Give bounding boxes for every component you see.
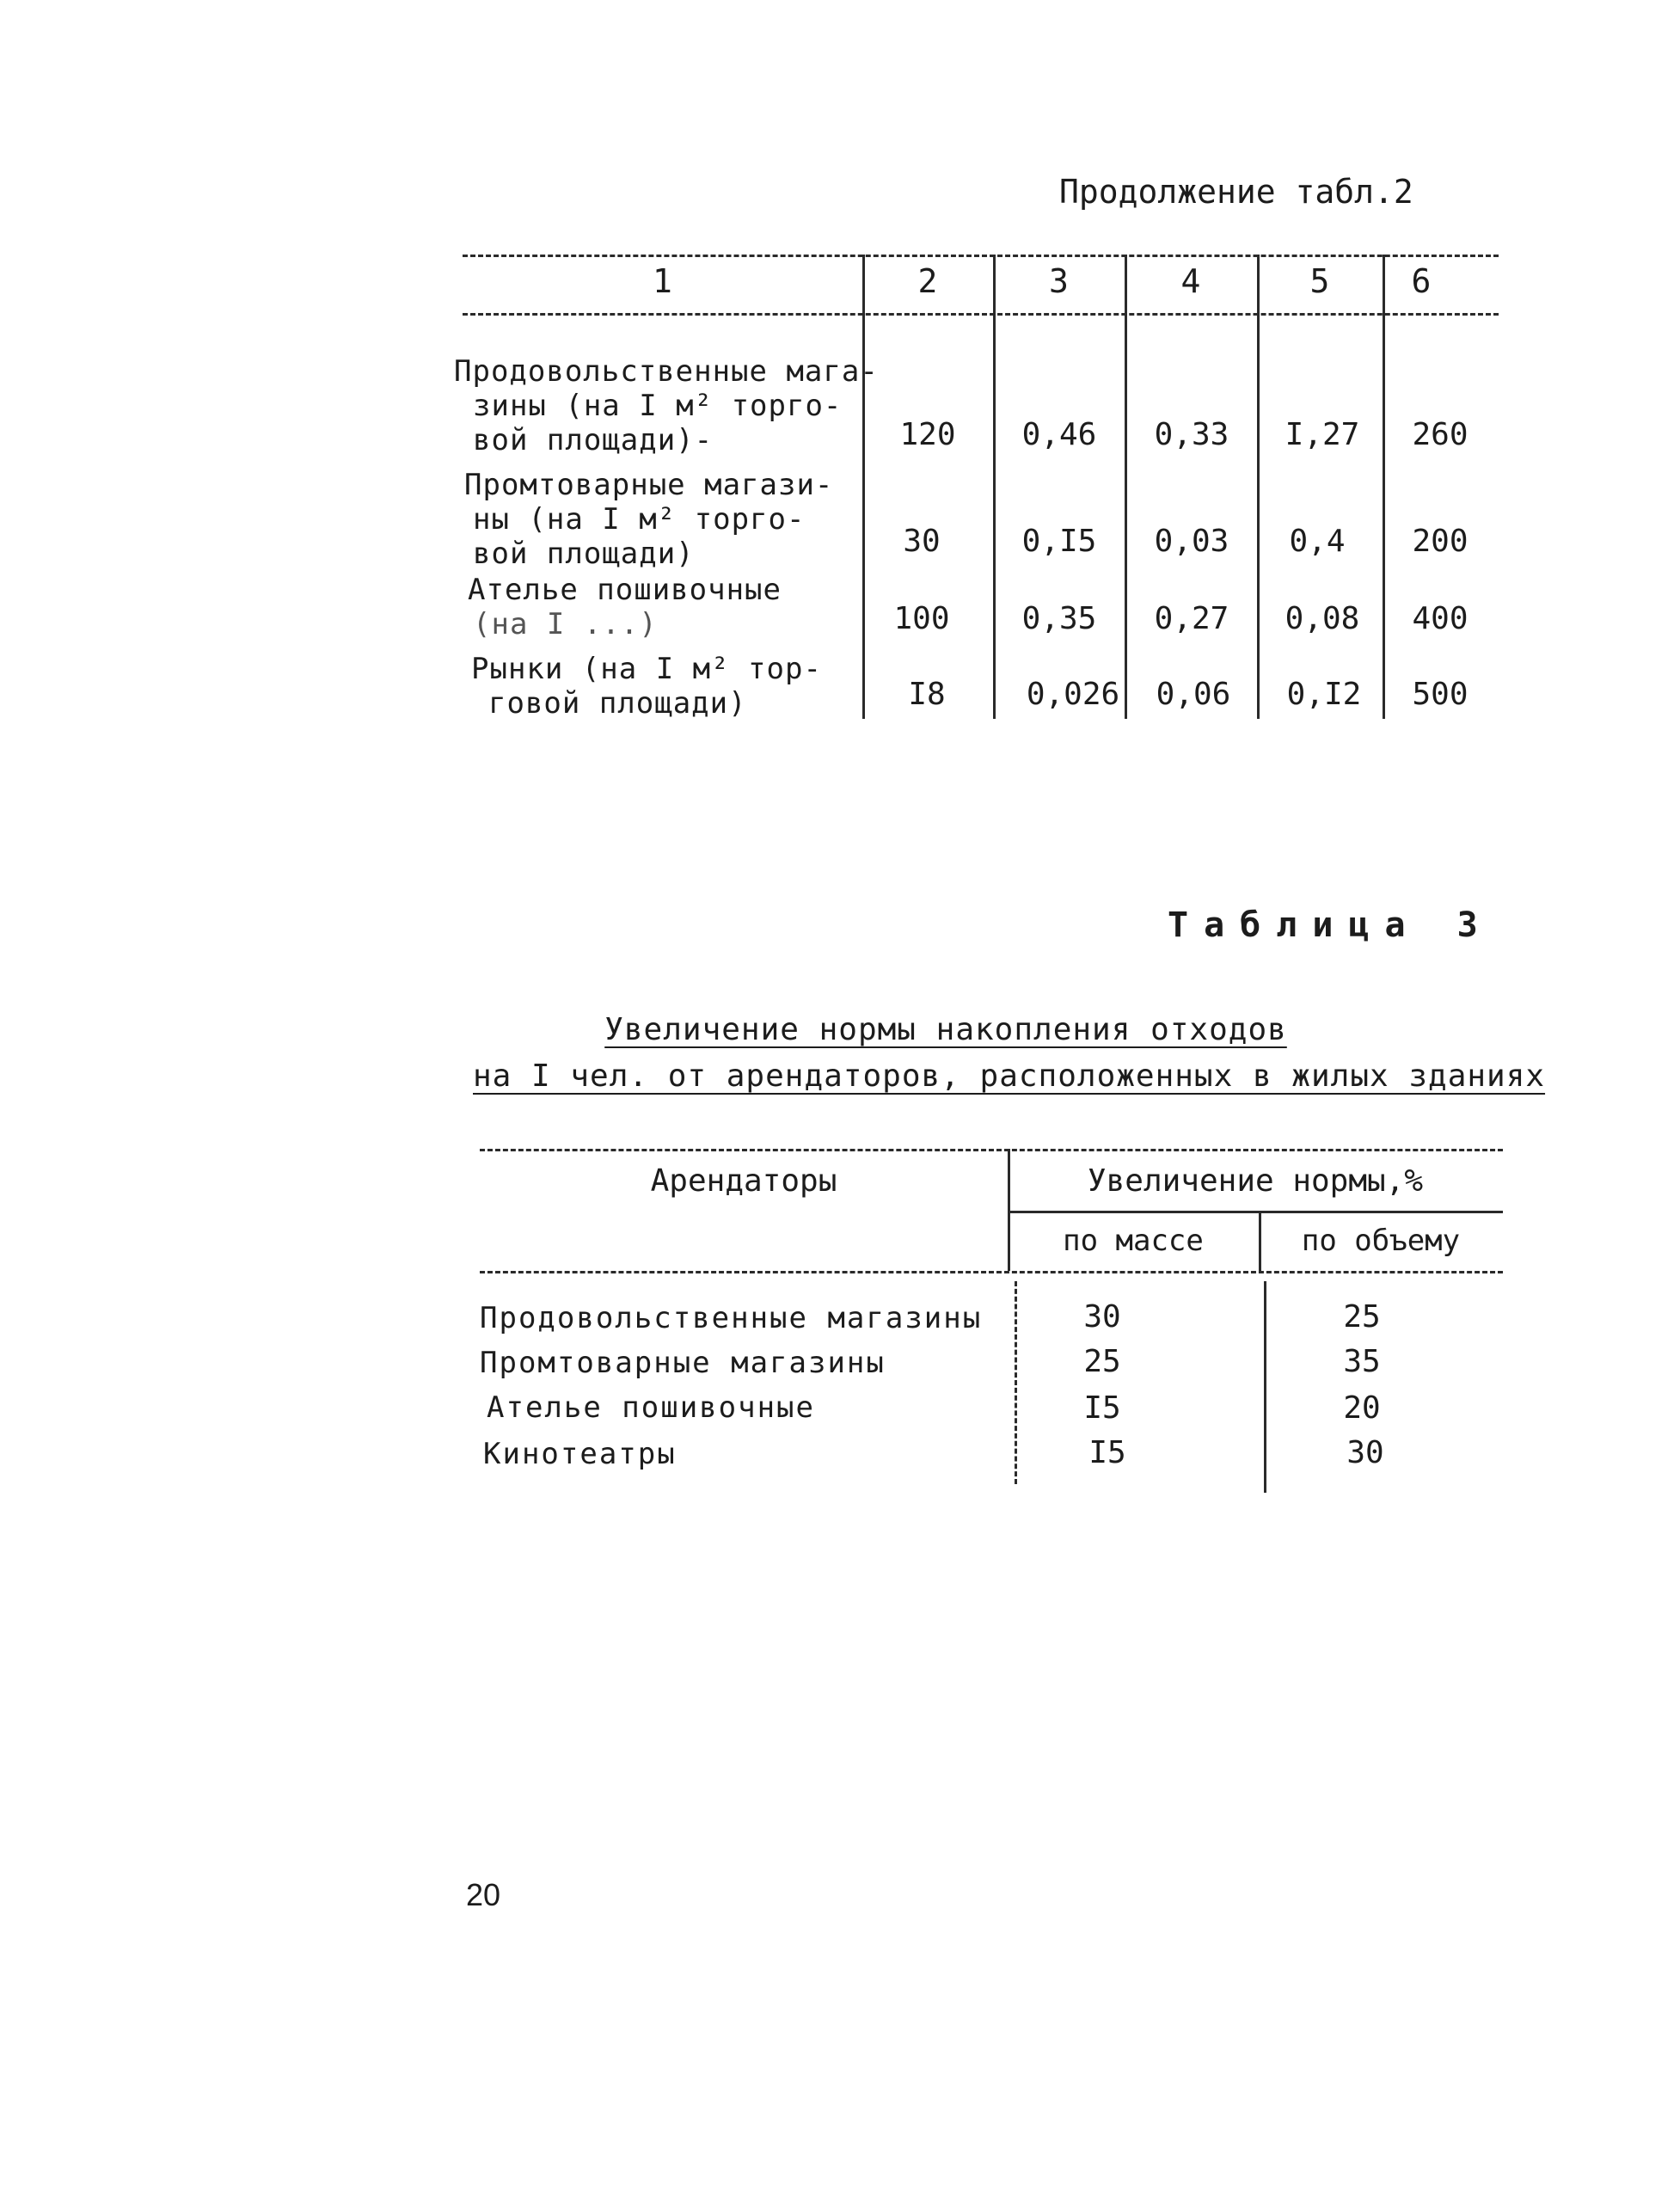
table-cell: 0,4 xyxy=(1289,524,1346,559)
row-label-line: Промтоварные магази- xyxy=(464,468,834,502)
table-cell: 200 xyxy=(1412,524,1468,559)
table3-title-line-2: на I чел. от арендаторов, расположенных в жилых зданиях xyxy=(473,1058,1546,1094)
table2-header-cell: 5 xyxy=(1309,262,1330,300)
table3-top-rule xyxy=(480,1149,1503,1151)
row-label-line: Рынки (на I м² тор- xyxy=(471,652,822,686)
table-cell: 0,27 xyxy=(1154,601,1229,636)
column-header-mass: по массе xyxy=(1063,1224,1204,1258)
table-cell: 35 xyxy=(1343,1344,1381,1379)
row-label-line: вой площади)- xyxy=(473,423,714,457)
table3-col-divider xyxy=(1015,1281,1017,1484)
row-label-line: говой площади) xyxy=(488,686,747,721)
table-cell: 0,35 xyxy=(1021,601,1097,636)
table-cell: 25 xyxy=(1083,1344,1121,1379)
table3-row-name: Ателье пошивочные xyxy=(487,1390,815,1425)
row-label-line: зины (на I м² торго- xyxy=(473,389,843,423)
table3-header-rule xyxy=(480,1271,1503,1273)
table-cell: I5 xyxy=(1088,1435,1126,1470)
table-cell: 400 xyxy=(1412,601,1468,636)
table2-col-divider xyxy=(993,255,996,719)
page-number: 20 xyxy=(466,1877,501,1912)
row-label-line: вой площади) xyxy=(473,537,695,571)
table2-col-divider xyxy=(1125,255,1127,719)
table2-top-rule xyxy=(463,255,1499,257)
table-cell: I,27 xyxy=(1285,417,1360,452)
table-row xyxy=(471,652,822,721)
table3-row-name: Продовольственные магазины xyxy=(480,1301,983,1335)
table2-col-divider xyxy=(1257,255,1260,719)
table-row xyxy=(454,354,879,457)
table-cell: 0,08 xyxy=(1285,601,1360,636)
table-cell: 260 xyxy=(1412,417,1468,452)
table2-header-rule xyxy=(463,313,1499,316)
row-label-line: (на I ...) xyxy=(473,607,658,641)
table-cell: 120 xyxy=(899,417,956,452)
table-cell: 20 xyxy=(1343,1390,1381,1426)
table-row xyxy=(464,468,833,571)
row-label-line: Продовольственные мага- xyxy=(454,354,879,389)
table3-col-divider xyxy=(1264,1281,1266,1493)
table2-header-cell: 1 xyxy=(653,262,672,300)
table3-title-line-1: Увеличение нормы накопления отходов xyxy=(604,1012,1287,1047)
table-cell: 30 xyxy=(1346,1435,1384,1470)
table-cell: 500 xyxy=(1412,677,1468,712)
column-header-volume: по объему xyxy=(1301,1224,1461,1258)
row-label-line: Ателье пошивочные xyxy=(468,573,782,607)
table-cell: 0,026 xyxy=(1026,677,1120,712)
table-cell: 0,03 xyxy=(1154,524,1229,559)
table-cell: 0,06 xyxy=(1156,677,1231,712)
table2-col-divider xyxy=(1383,255,1385,719)
table-cell: 0,I2 xyxy=(1286,677,1362,712)
column-header-renters: Арендаторы xyxy=(650,1163,837,1199)
table-cell: 0,I5 xyxy=(1021,524,1097,559)
table2-header-cell: 4 xyxy=(1180,262,1201,300)
table-cell: 25 xyxy=(1343,1299,1381,1335)
table-cell: 30 xyxy=(1083,1299,1121,1335)
table3-subheader-rule xyxy=(1008,1211,1503,1213)
table2-continuation-label: Продолжение табл.2 xyxy=(1059,173,1413,211)
table2-header-cell: 2 xyxy=(917,262,938,300)
row-label-line: ны (на I м² торго- xyxy=(473,502,806,537)
table-cell: 0,33 xyxy=(1154,417,1229,452)
table3-row-name: Кинотеатры xyxy=(483,1437,677,1471)
table-row xyxy=(468,573,782,641)
table-cell: I8 xyxy=(908,677,946,712)
table-cell: 0,46 xyxy=(1021,417,1097,452)
table2-header-cell: 6 xyxy=(1411,262,1432,300)
table2-header-cell: 3 xyxy=(1049,262,1069,300)
table3-row-name: Промтоварные магазины xyxy=(480,1346,886,1380)
table-cell: 30 xyxy=(903,524,941,559)
table-cell: I5 xyxy=(1083,1390,1121,1426)
table-cell: 100 xyxy=(893,601,950,636)
column-header-increase: Увеличение нормы,% xyxy=(1087,1163,1424,1199)
table2-col-divider xyxy=(862,255,865,719)
table3-label: Таблица 3 xyxy=(1168,905,1493,945)
